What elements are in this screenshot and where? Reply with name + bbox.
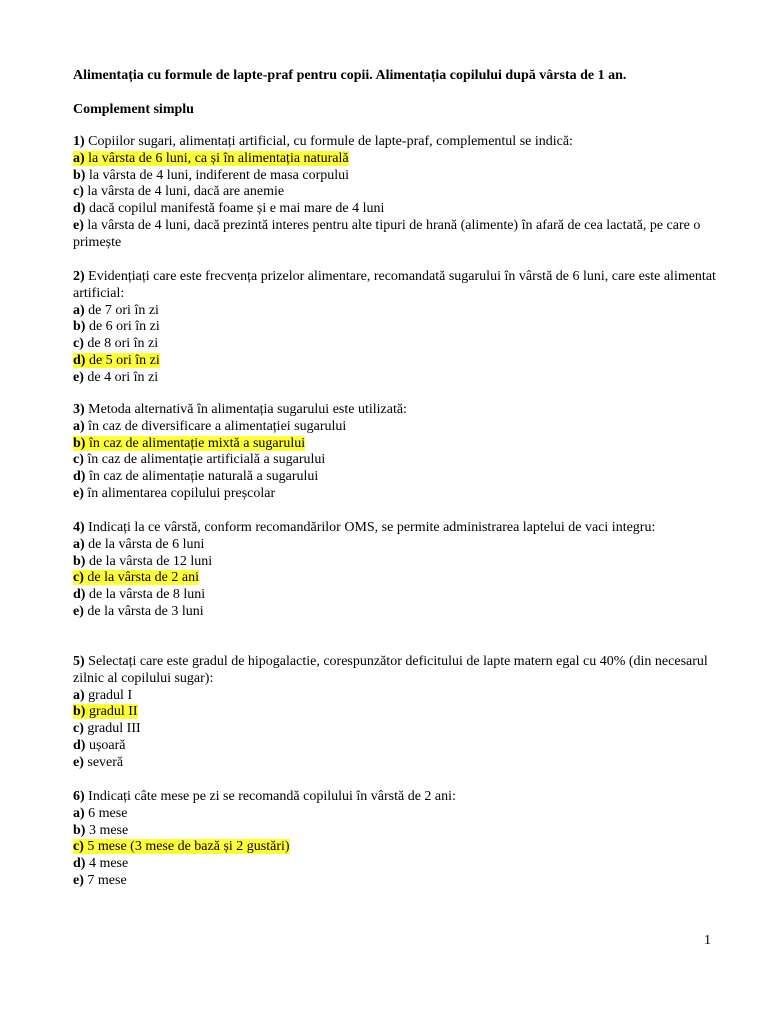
option-letter: b) [73, 435, 86, 451]
option-letter: a) [73, 805, 85, 821]
answer-option [73, 604, 723, 621]
question-stem [73, 402, 723, 419]
question-stem [73, 789, 723, 806]
answer-highlight [73, 839, 290, 854]
answer-option-highlighted [73, 704, 723, 721]
option-text: de la vârsta de 2 ani [83, 570, 199, 586]
option-letter: a) [73, 536, 85, 552]
option-letter: e) [73, 485, 84, 501]
question-text: Copiilor sugari, alimentați artificial, cu formule de lapte-praf, complementul se indică: [84, 134, 573, 149]
answer-option [73, 184, 723, 201]
answer-option [73, 336, 723, 353]
option-text: la vârsta de 4 luni, indiferent de masa corpului [85, 167, 350, 183]
option-letter: c) [73, 452, 84, 468]
answer-highlight [73, 704, 138, 719]
option-letter: d) [73, 587, 86, 603]
question-number: 1) [73, 134, 85, 149]
option-letter: e) [73, 754, 84, 770]
option-letter: a) [73, 302, 85, 318]
question-number: 5) [73, 654, 85, 669]
question-block [73, 654, 723, 772]
question-block [73, 520, 723, 621]
answer-option-highlighted [73, 436, 723, 453]
answer-highlight [73, 151, 349, 166]
answer-option [73, 452, 723, 469]
answer-option [73, 755, 723, 772]
option-text: în alimentarea copilului preșcolar [83, 485, 276, 501]
answer-option [73, 168, 723, 185]
option-letter: b) [73, 822, 86, 838]
answer-option-highlighted [73, 353, 723, 370]
option-letter: e) [73, 217, 84, 233]
option-text: dacă copilul manifestă foame și e mai mare de 4 luni [85, 201, 385, 217]
option-text: la vârsta de 4 luni, dacă prezintă interes pentru alte tipuri de hrană (alimente) în afară de cea lactată, pe care o primește [73, 217, 701, 250]
question-text: Evidențiați care este frecvența prizelor alimentare, recomandată sugarului în vârstă de 6 luni, care este alimentat artificial: [73, 269, 716, 301]
option-text: 6 mese [84, 805, 128, 821]
question-stem [73, 654, 723, 688]
question-number: 2) [73, 269, 85, 284]
question-text: Indicați la ce vârstă, conform recomandărilor OMS, se permite administrarea laptelui de vaci integru: [84, 520, 656, 535]
question-stem [73, 269, 723, 303]
option-letter: c) [73, 184, 84, 200]
option-text: de 5 ori în zi [85, 352, 160, 368]
option-text: de la vârsta de 3 luni [83, 603, 204, 619]
answer-highlight [73, 570, 199, 585]
option-letter: a) [73, 418, 85, 434]
answer-option [73, 856, 723, 873]
option-text: la vârsta de 4 luni, dacă are anemie [83, 184, 285, 200]
option-letter: a) [73, 150, 85, 166]
answer-option [73, 587, 723, 604]
question-text: Indicați câte mese pe zi se recomandă copilului în vârstă de 2 ani: [84, 789, 456, 804]
question-number: 6) [73, 789, 85, 804]
option-text: în caz de diversificare a alimentației sugarului [84, 418, 347, 434]
question-block [73, 134, 723, 252]
option-text: gradul I [84, 687, 133, 703]
option-letter: c) [73, 721, 84, 737]
document-title: Alimentația cu formule de lapte-praf pentru copii. Alimentația copilului după vârsta de 1 an. [73, 68, 627, 83]
answer-option [73, 486, 723, 503]
answer-option [73, 370, 723, 387]
answer-option [73, 554, 723, 571]
question-number: 3) [73, 402, 85, 417]
answer-option [73, 806, 723, 823]
option-letter: d) [73, 201, 86, 217]
question-stem [73, 520, 723, 537]
option-text: gradul II [85, 704, 138, 720]
option-letter: d) [73, 352, 86, 368]
option-text: severă [83, 754, 124, 770]
option-text: de 8 ori în zi [83, 336, 159, 352]
option-letter: c) [73, 570, 84, 586]
answer-option [73, 688, 723, 705]
option-text: de 7 ori în zi [84, 302, 159, 318]
option-text: de la vârsta de 6 luni [84, 536, 205, 552]
option-text: 3 mese [85, 822, 129, 838]
option-letter: b) [73, 704, 86, 720]
option-text: în caz de alimentație mixtă a sugarului [85, 435, 306, 451]
option-letter: e) [73, 603, 84, 619]
answer-option [73, 201, 723, 218]
question-text: Selectați care este gradul de hipogalactie, corespunzător deficitului de lapte matern egal cu 40% (din necesarul zilnic al copilului sugar): [73, 654, 708, 686]
option-text: 4 mese [85, 856, 129, 872]
option-text: de 6 ori în zi [85, 319, 160, 335]
answer-option-highlighted [73, 839, 723, 856]
option-text: în caz de alimentație naturală a sugarului [85, 469, 319, 485]
option-letter: b) [73, 319, 86, 335]
option-text: în caz de alimentație artificială a sugarului [83, 452, 326, 468]
question-block [73, 269, 723, 387]
section-title: Complement simplu [73, 102, 194, 117]
answer-option [73, 469, 723, 486]
option-text: 7 mese [83, 872, 127, 888]
option-text: de la vârsta de 12 luni [85, 553, 213, 569]
option-letter: c) [73, 336, 84, 352]
option-letter: d) [73, 856, 86, 872]
option-text: gradul III [83, 721, 141, 737]
option-text: ușoară [85, 737, 126, 753]
answer-option-highlighted [73, 151, 723, 168]
option-letter: e) [73, 369, 84, 385]
page-number: 1 [704, 933, 711, 948]
answer-option [73, 721, 723, 738]
option-letter: d) [73, 737, 86, 753]
question-text: Metoda alternativă în alimentația sugarului este utilizată: [84, 402, 407, 417]
question-number: 4) [73, 520, 85, 535]
option-text: 5 mese (3 mese de bază și 2 gustări) [83, 839, 290, 855]
answer-option [73, 419, 723, 436]
answer-option [73, 823, 723, 840]
option-letter: d) [73, 469, 86, 485]
option-letter: a) [73, 687, 85, 703]
option-letter: e) [73, 872, 84, 888]
option-letter: b) [73, 553, 86, 569]
answer-highlight [73, 353, 160, 368]
option-letter: b) [73, 167, 86, 183]
question-block [73, 402, 723, 503]
question-block [73, 789, 723, 890]
answer-option-highlighted [73, 570, 723, 587]
option-text: de la vârsta de 8 luni [85, 587, 206, 603]
question-stem [73, 134, 723, 151]
answer-highlight [73, 436, 305, 451]
answer-option [73, 319, 723, 336]
answer-option [73, 873, 723, 890]
option-text: de 4 ori în zi [83, 369, 159, 385]
answer-option [73, 218, 723, 252]
option-text: la vârsta de 6 luni, ca și în alimentația naturală [84, 150, 349, 166]
answer-option [73, 303, 723, 320]
answer-option [73, 537, 723, 554]
answer-option [73, 738, 723, 755]
option-letter: c) [73, 839, 84, 855]
